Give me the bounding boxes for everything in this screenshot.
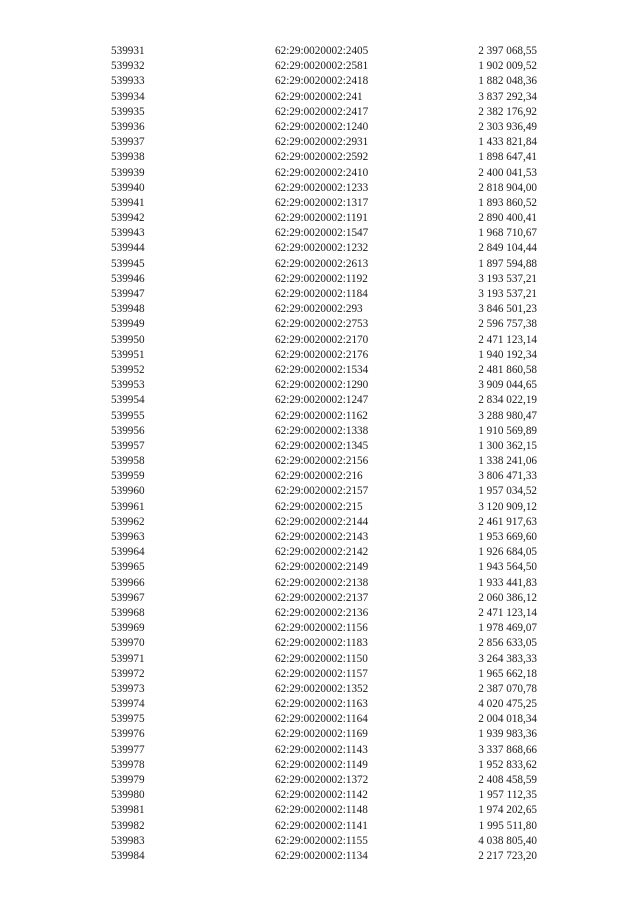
cadastral-number: 62:29:0020002:1149 (275, 758, 368, 771)
cadastral-number: 62:29:0020002:1233 (275, 181, 369, 194)
row-number: 539984 (111, 849, 145, 862)
cadastral-number: 62:29:0020002:1156 (275, 622, 368, 635)
table-row (111, 682, 537, 697)
row-number: 539938 (111, 151, 145, 164)
table-row (111, 545, 537, 560)
table-row (111, 484, 537, 499)
row-number: 539955 (111, 409, 145, 422)
cadastral-value: 3 288 980,47 (478, 409, 537, 422)
table-row (111, 393, 537, 408)
cadastral-number: 62:29:0020002:1142 (275, 789, 368, 802)
cadastral-number: 62:29:0020002:1372 (275, 774, 369, 786)
cadastral-value: 1 910 569,89 (478, 424, 537, 437)
cadastral-value: 2 481 860,58 (478, 363, 537, 376)
valuation-table (111, 44, 537, 864)
row-number: 539978 (111, 758, 145, 771)
row-number: 539948 (111, 303, 145, 316)
row-number: 539957 (111, 439, 145, 452)
cadastral-number: 62:29:0020002:2753 (275, 318, 369, 331)
row-number: 539944 (111, 242, 145, 255)
cadastral-number: 62:29:0020002:2138 (275, 576, 369, 589)
cadastral-value: 1 898 647,41 (478, 151, 537, 164)
row-number: 539951 (111, 348, 145, 361)
table-row (111, 348, 537, 363)
row-number: 539966 (111, 576, 145, 589)
cadastral-value: 1 300 362,15 (478, 439, 537, 452)
row-number: 539949 (111, 318, 145, 331)
cadastral-value: 1 897 594,88 (478, 257, 537, 270)
table-row (111, 181, 537, 196)
cadastral-value: 2 060 386,12 (478, 591, 537, 604)
table-row (111, 606, 537, 621)
cadastral-value: 3 337 868,66 (478, 743, 537, 756)
row-number: 539976 (111, 728, 145, 741)
row-number: 539943 (111, 227, 145, 240)
cadastral-number: 62:29:0020002:1338 (275, 424, 369, 437)
row-number: 539964 (111, 546, 145, 559)
row-number: 539933 (111, 75, 145, 88)
cadastral-value: 2 471 123,14 (478, 606, 537, 619)
row-number: 539972 (111, 667, 145, 680)
table-row (111, 74, 537, 89)
table-row (111, 302, 537, 317)
cadastral-value: 1 338 241,06 (478, 455, 537, 468)
row-number: 539945 (111, 257, 145, 270)
table-row (111, 636, 537, 651)
row-number: 539936 (111, 120, 145, 133)
row-number: 539968 (111, 606, 145, 619)
table-row (111, 333, 537, 348)
cadastral-value: 1 939 983,36 (478, 728, 537, 741)
cadastral-value: 4 038 805,40 (478, 834, 537, 847)
cadastral-value: 1 953 669,60 (478, 531, 537, 543)
row-number: 539961 (111, 500, 145, 513)
table-row (111, 378, 537, 393)
cadastral-value: 3 846 501,23 (478, 303, 537, 316)
cadastral-number: 62:29:0020002:1345 (275, 439, 369, 452)
cadastral-number: 62:29:0020002:1317 (275, 196, 369, 209)
cadastral-value: 1 995 511,80 (478, 819, 537, 832)
row-number: 539980 (111, 789, 145, 802)
row-number: 539974 (111, 698, 145, 711)
cadastral-value: 2 004 018,34 (478, 713, 537, 726)
cadastral-number: 62:29:0020002:2418 (275, 75, 369, 88)
cadastral-value: 2 856 633,05 (478, 637, 537, 650)
cadastral-value: 2 890 400,41 (478, 212, 537, 225)
cadastral-number: 62:29:0020002:1134 (275, 849, 368, 862)
cadastral-value: 1 952 833,62 (478, 758, 537, 771)
cadastral-value: 2 400 041,53 (478, 166, 537, 179)
table-row (111, 712, 537, 727)
cadastral-number: 62:29:0020002:293 (275, 303, 363, 316)
cadastral-number: 62:29:0020002:2156 (275, 455, 369, 468)
table-row (111, 287, 537, 302)
table-row (111, 90, 537, 105)
cadastral-number: 62:29:0020002:1150 (275, 652, 368, 665)
cadastral-number: 62:29:0020002:2176 (275, 348, 369, 361)
row-number: 539946 (111, 272, 145, 285)
cadastral-number: 62:29:0020002:2157 (275, 485, 369, 498)
table-row (111, 241, 537, 256)
table-row (111, 257, 537, 272)
row-number: 539960 (111, 485, 145, 498)
row-number: 539977 (111, 743, 145, 756)
cadastral-number: 62:29:0020002:2931 (275, 136, 369, 149)
table-row (111, 621, 537, 636)
cadastral-number: 62:29:0020002:2142 (275, 546, 369, 559)
table-row (111, 697, 537, 712)
table-row (111, 439, 537, 454)
cadastral-number: 62:29:0020002:2592 (275, 151, 369, 164)
cadastral-number: 62:29:0020002:2170 (275, 333, 369, 346)
cadastral-number: 62:29:0020002:1247 (275, 394, 369, 407)
cadastral-value: 2 387 070,78 (478, 682, 537, 695)
cadastral-value: 3 837 292,34 (478, 90, 537, 103)
row-number: 539953 (111, 379, 145, 392)
cadastral-number: 62:29:0020002:2137 (275, 591, 369, 604)
table-row (111, 652, 537, 667)
cadastral-number: 62:29:0020002:1155 (275, 834, 368, 847)
cadastral-value: 2 382 176,92 (478, 105, 537, 118)
cadastral-value: 1 965 662,18 (478, 667, 537, 680)
row-number: 539937 (111, 136, 145, 149)
table-row (111, 560, 537, 575)
cadastral-number: 62:29:0020002:1192 (275, 272, 368, 285)
cadastral-number: 62:29:0020002:1148 (275, 804, 368, 817)
cadastral-value: 1 968 710,67 (478, 227, 537, 240)
row-number: 539931 (111, 45, 145, 57)
cadastral-value: 2 461 917,63 (478, 515, 537, 528)
cadastral-value: 1 882 048,36 (478, 75, 537, 88)
cadastral-number: 62:29:0020002:2613 (275, 257, 369, 270)
cadastral-number: 62:29:0020002:1163 (275, 698, 368, 711)
row-number: 539975 (111, 713, 145, 726)
table-row (111, 166, 537, 181)
cadastral-number: 62:29:0020002:2149 (275, 561, 369, 574)
table-body (111, 44, 537, 864)
row-number: 539967 (111, 591, 145, 604)
table-row (111, 576, 537, 591)
cadastral-value: 1 978 469,07 (478, 622, 537, 635)
cadastral-value: 1 902 009,52 (478, 60, 537, 73)
table-row (111, 409, 537, 424)
cadastral-value: 3 909 044,65 (478, 379, 537, 392)
table-row (111, 454, 537, 469)
table-row (111, 363, 537, 378)
cadastral-value: 1 940 192,34 (478, 348, 537, 361)
cadastral-number: 62:29:0020002:1534 (275, 363, 369, 376)
table-row (111, 272, 537, 287)
cadastral-value: 1 926 684,05 (478, 546, 537, 559)
table-row (111, 211, 537, 226)
table-row (111, 667, 537, 682)
row-number: 539971 (111, 652, 145, 665)
cadastral-number: 62:29:0020002:2417 (275, 105, 369, 118)
row-number: 539973 (111, 682, 145, 695)
cadastral-value: 2 818 904,00 (478, 181, 537, 194)
cadastral-number: 62:29:0020002:215 (275, 500, 363, 513)
cadastral-number: 62:29:0020002:2136 (275, 606, 369, 619)
cadastral-value: 2 303 936,49 (478, 120, 537, 133)
row-number: 539932 (111, 60, 145, 73)
cadastral-value: 1 933 441,83 (478, 576, 537, 589)
row-number: 539959 (111, 470, 145, 483)
cadastral-value: 3 806 471,33 (478, 470, 537, 483)
cadastral-value: 2 408 458,59 (478, 774, 537, 786)
cadastral-number: 62:29:0020002:1183 (275, 637, 368, 650)
cadastral-number: 62:29:0020002:1352 (275, 682, 369, 695)
cadastral-number: 62:29:0020002:241 (275, 90, 363, 103)
table-row (111, 515, 537, 530)
cadastral-value: 3 193 537,21 (478, 272, 537, 285)
cadastral-value: 2 471 123,14 (478, 333, 537, 346)
cadastral-number: 62:29:0020002:1547 (275, 227, 369, 240)
row-number: 539958 (111, 455, 145, 468)
cadastral-number: 62:29:0020002:1240 (275, 120, 369, 133)
cadastral-number: 62:29:0020002:1191 (275, 212, 368, 225)
cadastral-value: 2 834 022,19 (478, 394, 537, 407)
cadastral-value: 1 957 034,52 (478, 485, 537, 498)
cadastral-value: 2 596 757,38 (478, 318, 537, 331)
row-number: 539969 (111, 622, 145, 635)
table-row (111, 44, 537, 59)
table-row (111, 59, 537, 74)
table-row (111, 591, 537, 606)
cadastral-value: 3 120 909,12 (478, 500, 537, 513)
cadastral-value: 1 943 564,50 (478, 561, 537, 574)
cadastral-number: 62:29:0020002:1232 (275, 242, 369, 255)
row-number: 539940 (111, 181, 145, 194)
table-row (111, 773, 537, 788)
row-number: 539963 (111, 531, 145, 543)
cadastral-number: 62:29:0020002:2405 (275, 45, 369, 57)
row-number: 539956 (111, 424, 145, 437)
row-number: 539947 (111, 288, 145, 300)
table-row (111, 849, 537, 864)
table-row (111, 150, 537, 165)
row-number: 539965 (111, 561, 145, 574)
row-number: 539942 (111, 212, 145, 225)
cadastral-value: 1 893 860,52 (478, 196, 537, 209)
cadastral-value: 1 957 112,35 (478, 789, 537, 802)
cadastral-number: 62:29:0020002:2144 (275, 515, 369, 528)
row-number: 539950 (111, 333, 145, 346)
table-row (111, 226, 537, 241)
row-number: 539954 (111, 394, 145, 407)
row-number: 539983 (111, 834, 145, 847)
row-number: 539934 (111, 90, 145, 103)
row-number: 539952 (111, 363, 145, 376)
table-row (111, 469, 537, 484)
cadastral-number: 62:29:0020002:1290 (275, 379, 369, 392)
cadastral-value: 4 020 475,25 (478, 698, 537, 711)
cadastral-number: 62:29:0020002:2410 (275, 166, 369, 179)
cadastral-number: 62:29:0020002:1143 (275, 743, 368, 756)
table-row (111, 317, 537, 332)
cadastral-number: 62:29:0020002:1162 (275, 409, 368, 422)
row-number: 539941 (111, 196, 145, 209)
table-row (111, 788, 537, 803)
table-row (111, 196, 537, 211)
row-number: 539935 (111, 105, 145, 118)
row-number: 539939 (111, 166, 145, 179)
table-row (111, 758, 537, 773)
table-row (111, 120, 537, 135)
cadastral-value: 2 397 068,55 (478, 45, 537, 57)
table-row (111, 834, 537, 849)
table-row (111, 727, 537, 742)
cadastral-number: 62:29:0020002:1164 (275, 713, 368, 726)
row-number: 539962 (111, 515, 145, 528)
cadastral-number: 62:29:0020002:2581 (275, 60, 369, 73)
table-row (111, 803, 537, 818)
cadastral-value: 1 433 821,84 (478, 136, 537, 149)
row-number: 539979 (111, 774, 145, 786)
row-number: 539982 (111, 819, 145, 832)
cadastral-number: 62:29:0020002:1169 (275, 728, 368, 741)
cadastral-number: 62:29:0020002:1141 (275, 819, 368, 832)
row-number: 539970 (111, 637, 145, 650)
table-row (111, 105, 537, 120)
table-row (111, 500, 537, 515)
cadastral-number: 62:29:0020002:216 (275, 470, 363, 483)
row-number: 539981 (111, 804, 145, 817)
cadastral-number: 62:29:0020002:1157 (275, 667, 368, 680)
cadastral-number: 62:29:0020002:2143 (275, 531, 369, 543)
cadastral-value: 3 193 537,21 (478, 288, 537, 300)
cadastral-value: 2 849 104,44 (478, 242, 537, 255)
cadastral-value: 3 264 383,33 (478, 652, 537, 665)
table-row (111, 819, 537, 834)
cadastral-value: 2 217 723,20 (478, 849, 537, 862)
table-row (111, 530, 537, 545)
cadastral-number: 62:29:0020002:1184 (275, 288, 368, 300)
table-row (111, 743, 537, 758)
table-row (111, 135, 537, 150)
cadastral-value: 1 974 202,65 (478, 804, 537, 817)
table-row (111, 424, 537, 439)
